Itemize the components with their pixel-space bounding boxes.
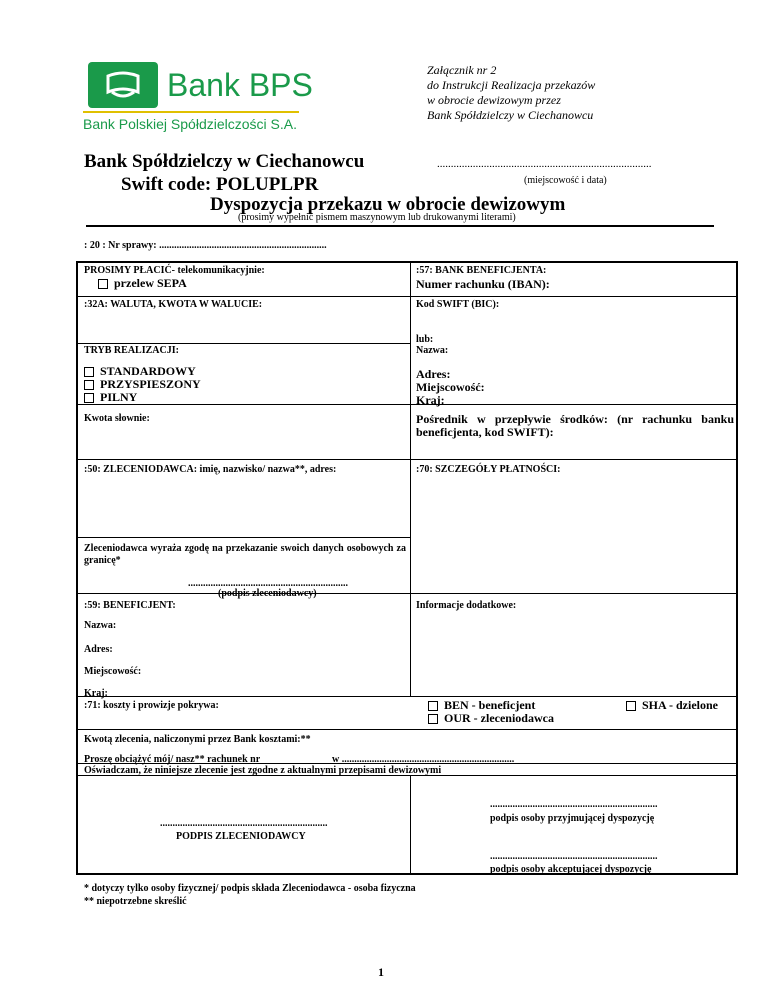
payment-details-label: :70: SZCZEGÓŁY PŁATNOŚCI: [416,464,561,475]
title-underline [86,225,714,227]
beneficiary-bank-label: :57: BANK BENEFICJENTA: [416,265,547,276]
row-line [78,537,410,538]
row-line [78,729,738,730]
row-line [78,404,738,405]
city-label: Miejscowość: [416,380,485,394]
footnote: * dotyczy tylko osoby fizycznej/ podpis składa Zleceniodawca - osoba fizyczna [84,883,416,894]
row-line [78,296,738,297]
beneficiary-label: :59: BENEFICJENT: [84,600,176,611]
accepting-signature-label: podpis osoby przyjmującej dyspozycję [490,813,655,824]
fee-our-label: OUR - zleceniodawca [444,711,554,725]
bank-name: Bank Spółdzielczy w Ciechanowcu [84,151,365,172]
currency-label: :32A: WALUTA, KWOTA W WALUCIE: [84,299,263,310]
mode-urgent[interactable] [84,390,137,405]
beneficiary-name-label: Nazwa: [84,620,117,631]
consent-text: Zleceniodawca wyraża zgodę na przekazanie swoich danych osobowych za granicę* [84,543,406,566]
fee-sha-label: SHA - dzielone [642,698,719,712]
page-number: 1 [378,965,384,979]
logo-subtitle: Bank Polskiej Spółdzielczości S.A. [83,116,297,132]
accepting-signature-field[interactable]: ................................................................... [490,799,658,810]
footnotes [84,882,416,908]
transfer-form [76,261,738,875]
address-label: Adres: [416,367,451,381]
column-divider [410,263,411,696]
attachment-line: Załącznik nr 2 [427,63,497,77]
sepa-label: przelew SEPA [114,276,187,290]
country-label: Kraj: [416,393,445,407]
attachment-line: do Instrukcji Realizacja przekazów [427,78,596,92]
beneficiary-city-label: Miejscowość: [84,666,142,677]
approving-signature-label: podpis osoby akceptującej dyspozycję [490,864,652,875]
logo-divider [83,111,299,113]
footnote: ** niepotrzebne skreślić [84,896,187,907]
amount-words-label: Kwota słownie: [84,413,150,424]
debit-account-label: Proszę obciążyć mój/ nasz** rachunek nr [84,754,261,765]
attachment-line: Bank Spółdzielczy w Ciechanowcu [427,108,594,122]
extra-info-label: Informacje dodatkowe: [416,600,517,611]
row-line [78,696,738,697]
fees-label: :71: koszty i prowizje pokrywa: [84,700,219,711]
bank-name-label: Nazwa: [416,345,449,356]
bank-logo-mark [88,62,158,108]
mode-label: TRYB REALIZACJI: [84,345,179,356]
intermediary-label: Pośrednik w przepływie środków: (nr rachunku banku beneficjenta, kod SWIFT): [416,412,734,439]
place-date-field[interactable]: .............................................................................. [437,158,652,170]
sepa-checkbox[interactable] [98,279,108,289]
standard-checkbox[interactable] [84,367,94,377]
orderer-signature-label: (podpis zleceniodawcy) [218,588,317,599]
orderer-final-signature-label: PODPIS ZLECENIODAWCY [176,831,306,842]
logo-name: Bank BPS [167,67,313,103]
attachment-note [427,63,595,123]
swift-code: Swift code: POLUPLPR [121,174,319,195]
fee-sha[interactable] [626,698,718,713]
bank-fees-label: Kwotą zlecenia, naliczonymi przez Bank kosztami:** [84,734,311,745]
urgent-checkbox[interactable] [84,393,94,403]
mode-urgent-label: PILNY [100,390,138,404]
page-title: Dyspozycja przekazu w obrocie dewizowym [210,194,566,215]
mode-express-label: PRZYSPIESZONY [100,377,201,391]
page-subtitle: (prosimy wypełnić pismem maszynowym lub drukowanymi literami) [238,212,516,223]
express-checkbox[interactable] [84,380,94,390]
case-number-field[interactable]: : 20 : Nr sprawy: ................................................................... [84,240,327,251]
attachment-line: w obrocie dewizowym przez [427,93,561,107]
sha-checkbox[interactable] [626,701,636,711]
debit-bank-field[interactable]: w ..................................................................... [332,754,515,765]
iban-label: Numer rachunku (IBAN): [416,277,550,291]
column-divider [410,775,411,875]
fee-ben-label: BEN - beneficjent [444,698,536,712]
orderer-signature-field[interactable]: ................................................................ [188,578,348,589]
row-line [78,459,738,460]
beneficiary-address-label: Adres: [84,644,113,655]
orderer-label: :50: ZLECENIODAWCA: imię, nazwisko/ nazwa**, adres: [84,464,337,475]
row-line [78,343,410,344]
approving-signature-field[interactable]: ................................................................... [490,851,658,862]
place-date-label: (miejscowość i data) [524,175,607,186]
ben-checkbox[interactable] [428,701,438,711]
pay-label: PROSIMY PŁACIĆ- telekomunikacyjnie: [84,265,265,276]
swift-code-label: Kod SWIFT (BIC): [416,299,500,310]
our-checkbox[interactable] [428,714,438,724]
declaration-text: Oświadczam, że niniejsze zlecenie jest zgodne z aktualnymi przepisami dewizowymi [84,765,442,776]
fee-our[interactable] [428,711,554,726]
beneficiary-country-label: Kraj: [84,688,108,699]
sepa-option[interactable] [98,276,187,291]
or-label: lub: [416,334,434,345]
orderer-final-signature-field[interactable]: ................................................................... [160,818,328,829]
logo-book-icon [88,62,158,108]
row-line [78,593,738,594]
mode-standard-label: STANDARDOWY [100,364,196,378]
